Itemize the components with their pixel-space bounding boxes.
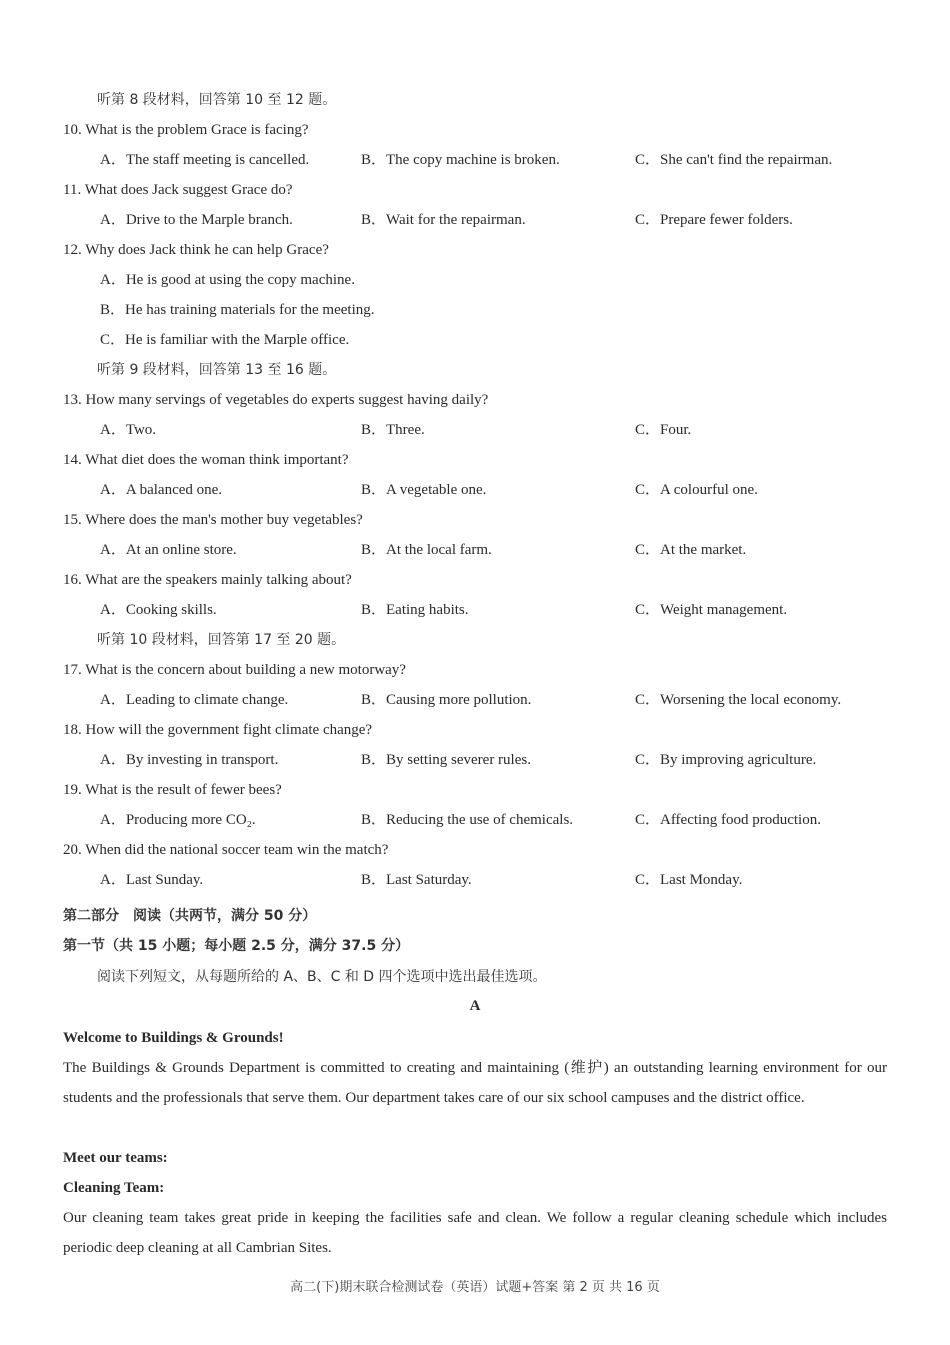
question-number: 11. xyxy=(63,182,82,198)
question-text: Why does Jack think he can help Grace? xyxy=(85,242,329,258)
question-number: 10. xyxy=(63,122,82,138)
option-b: B．He has training materials for the meeting. xyxy=(100,302,375,318)
question-number: 20. xyxy=(63,842,82,858)
option-b: B．The copy machine is broken. xyxy=(361,152,560,168)
option-a: A．The staff meeting is cancelled. xyxy=(100,152,310,168)
option-b: B．Wait for the repairman. xyxy=(361,212,526,228)
question-number: 12. xyxy=(63,242,82,258)
option-c: C．Affecting food production. xyxy=(635,812,821,828)
question-19 xyxy=(63,780,282,800)
question-text: What is the concern about building a new motorway? xyxy=(85,662,406,678)
question-number: 18. xyxy=(63,722,82,738)
option-b: B．At the local farm. xyxy=(361,542,492,558)
question-text: What are the speakers mainly talking about? xyxy=(85,572,352,588)
option-c: C．By improving agriculture. xyxy=(635,752,817,768)
question-16 xyxy=(63,570,352,590)
question-text: How will the government fight climate change? xyxy=(85,722,373,738)
option-c: C．He is familiar with the Marple office. xyxy=(100,332,350,348)
option-c: C．Prepare fewer folders. xyxy=(635,212,793,228)
question-number: 14. xyxy=(63,452,82,468)
option-a: A．Two. xyxy=(100,422,157,438)
question-12 xyxy=(63,240,329,260)
question-number: 13. xyxy=(63,392,82,408)
option-a: A．A balanced one. xyxy=(100,482,223,498)
question-text: How many servings of vegetables do experts suggest having daily? xyxy=(85,392,489,408)
option-a: A．At an online store. xyxy=(100,542,237,558)
option-a: A．Leading to climate change. xyxy=(100,692,289,708)
question-number: 19. xyxy=(63,782,82,798)
question-number: 15. xyxy=(63,512,82,528)
option-a: A．Last Sunday. xyxy=(100,872,204,888)
option-a: A．He is good at using the copy machine. xyxy=(100,272,355,288)
question-text: When did the national soccer team win the match? xyxy=(85,842,389,858)
question-20 xyxy=(63,840,388,860)
option-a: A．Cooking skills. xyxy=(100,602,217,618)
passage-paragraph-1: The Buildings & Grounds Department is committed to creating and maintaining (维护) an outstanding learning environment for our students and the professionals that serve them. Our department takes care of our six school campuses and the district office. xyxy=(63,1060,887,1106)
question-13 xyxy=(63,390,488,410)
option-c: C．She can't find the repairman. xyxy=(635,152,833,168)
question-text: What is the result of fewer bees? xyxy=(85,782,282,798)
meet-teams-heading: Meet our teams: xyxy=(63,1150,168,1166)
question-text: Where does the man's mother buy vegetables? xyxy=(85,512,363,528)
question-15 xyxy=(63,510,363,530)
passage-paragraph-2: Our cleaning team takes great pride in keeping the facilities safe and clean. We follow a regular cleaning schedule which includes periodic deep cleaning at all Cambrian Sites. xyxy=(63,1210,887,1256)
part-two-title: 第二部分 阅读（共两节，满分 50 分） xyxy=(63,908,317,924)
option-b: B．Three. xyxy=(361,422,425,438)
option-a: A．By investing in transport. xyxy=(100,752,279,768)
section-one-title: 第一节（共 15 小题；每小题 2.5 分，满分 37.5 分） xyxy=(63,938,410,954)
option-b: B．Reducing the use of chemicals. xyxy=(361,812,574,828)
section-9-intro: 听第 9 段材料，回答第 13 至 16 题。 xyxy=(97,362,337,378)
question-17 xyxy=(63,660,406,680)
option-c: C．Last Monday. xyxy=(635,872,743,888)
option-c: C．A colourful one. xyxy=(635,482,758,498)
option-b: B．By setting severer rules. xyxy=(361,752,531,768)
question-text: What diet does the woman think important? xyxy=(85,452,349,468)
option-c: C．At the market. xyxy=(635,542,747,558)
question-14 xyxy=(63,450,349,470)
page-footer: 高二(下)期末联合检测试卷（英语）试题+答案 第 2 页 共 16 页 xyxy=(290,1280,660,1295)
question-text: What does Jack suggest Grace do? xyxy=(84,182,293,198)
question-11 xyxy=(63,180,293,200)
question-number: 16. xyxy=(63,572,82,588)
option-b: B．Last Saturday. xyxy=(361,872,472,888)
option-a: A．Drive to the Marple branch. xyxy=(100,212,293,228)
section-10-intro: 听第 10 段材料，回答第 17 至 20 题。 xyxy=(97,632,346,648)
question-10 xyxy=(63,120,308,140)
option-c: C．Four. xyxy=(635,422,692,438)
option-b: B．Causing more pollution. xyxy=(361,692,532,708)
option-c: C．Worsening the local economy. xyxy=(635,692,842,708)
cleaning-team-heading: Cleaning Team: xyxy=(63,1180,165,1196)
reading-instruction: 阅读下列短文，从每题所给的 A、B、C 和 D 四个选项中选出最佳选项。 xyxy=(97,969,547,985)
question-number: 17. xyxy=(63,662,82,678)
option-b: B．Eating habits. xyxy=(361,602,469,618)
passage-heading: Welcome to Buildings & Grounds! xyxy=(63,1030,284,1046)
question-text: What is the problem Grace is facing? xyxy=(85,122,309,138)
section-8-intro: 听第 8 段材料，回答第 10 至 12 题。 xyxy=(97,92,337,108)
option-b: B．A vegetable one. xyxy=(361,482,487,498)
passage-label: A xyxy=(469,998,481,1014)
option-c: C．Weight management. xyxy=(635,602,788,618)
question-18 xyxy=(63,720,372,740)
option-a: A．Producing more CO₂. xyxy=(100,812,256,828)
